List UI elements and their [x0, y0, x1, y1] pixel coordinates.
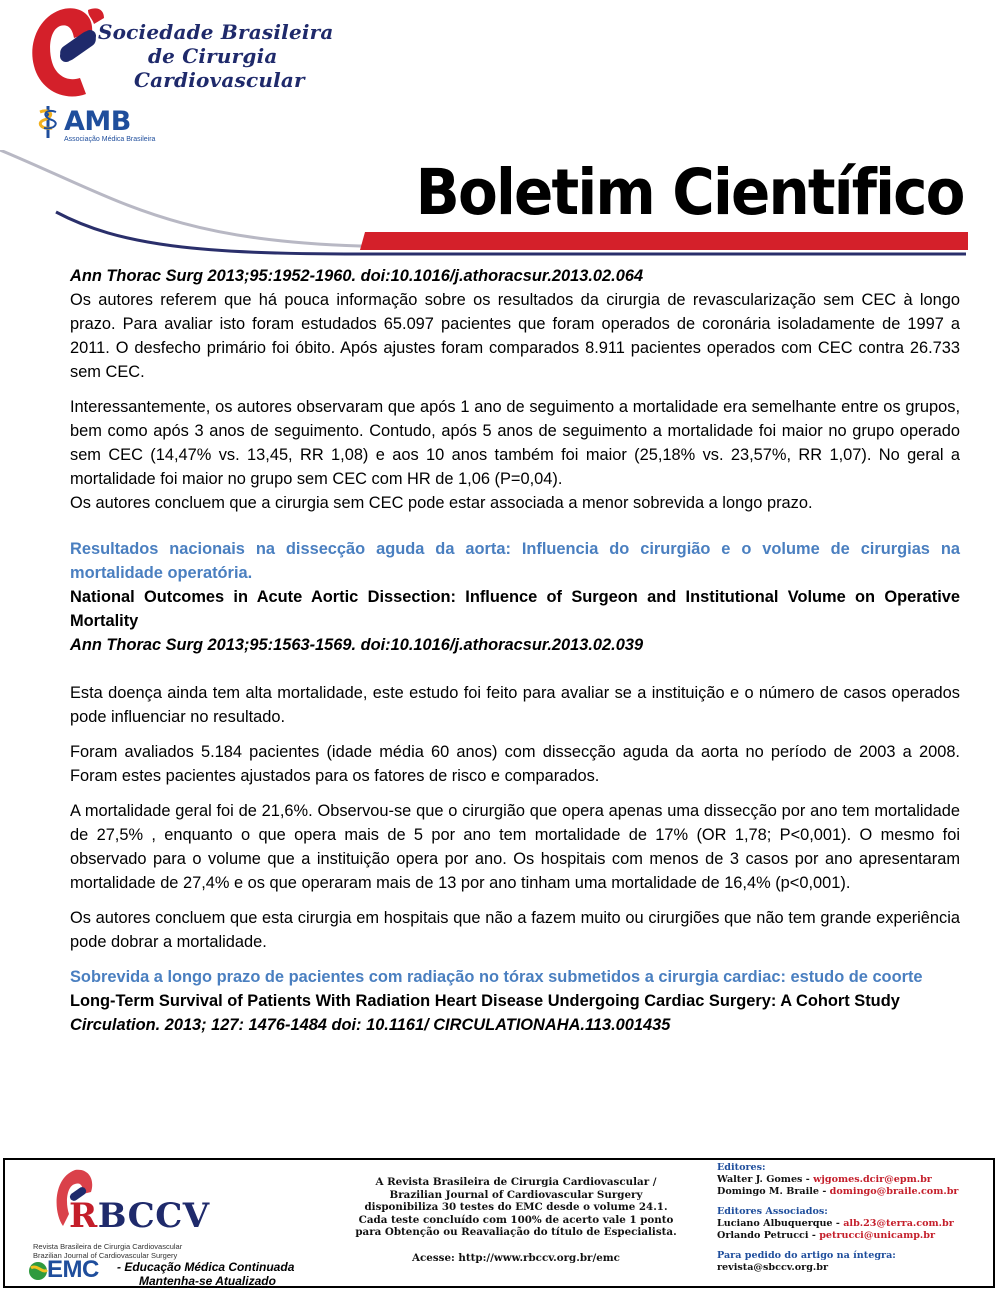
editor-name: Orlando Petrucci -	[717, 1230, 820, 1241]
editors-label: Editores:	[717, 1162, 766, 1173]
editor-name: Domingo M. Braile -	[717, 1186, 830, 1197]
bulletin-title: Boletim Científico	[415, 156, 964, 229]
amb-name: AMB	[64, 106, 131, 137]
request-email[interactable]: revista@sbccv.org.br	[717, 1262, 829, 1273]
globe-icon	[27, 1260, 49, 1282]
page-header	[0, 0, 1000, 262]
sbccv-logo	[30, 4, 334, 104]
article2-title-pt: Resultados nacionais na dissecção aguda da aorta: Influencia do cirurgião e o volume de cirurgias na mortalidade operatória.	[70, 540, 960, 582]
article1-paragraph-3: Os autores concluem que a cirurgia sem CEC pode estar associada a menor sobrevida a longo prazo.	[70, 494, 813, 512]
editor-email[interactable]: petrucci@unicamp.br	[819, 1230, 936, 1241]
editor-email[interactable]: domingo@braile.com.br	[829, 1186, 959, 1197]
rbccv-r: R	[69, 1196, 98, 1236]
editor-name: Walter J. Gomes -	[717, 1174, 814, 1185]
amb-logo	[34, 104, 164, 148]
editor-entry	[717, 1174, 987, 1186]
article3-title-en: Long-Term Survival of Patients With Radiation Heart Disease Undergoing Cardiac Surgery: A Cohort Study	[70, 992, 900, 1010]
editor-name: Luciano Albuquerque -	[717, 1218, 844, 1229]
article2-paragraph-4: Os autores concluem que esta cirurgia em hospitais que não a fazem muito ou cirurgiões que não tem grande experiência pode dobrar a mortalidade.	[70, 909, 960, 951]
article1-citation: Ann Thorac Surg 2013;95:1952-1960. doi:10.1016/j.athoracsur.2013.02.064	[70, 267, 644, 285]
rbccv-rest: BCCV	[97, 1196, 210, 1236]
emc-logo	[27, 1256, 127, 1283]
caduceus-icon	[34, 104, 62, 140]
article1-paragraph-1: Os autores referem que há pouca informação sobre os resultados da cirurgia de revascularização sem CEC à longo prazo. Para avaliar isto foram estudados 65.097 pacientes que foram operados de coronária isoladamente de 1997 a 2011. O desfecho primário foi óbito. Após ajustes foram comparados 8.911 pacientes operados com CEC contra 26.733 sem CEC.	[70, 291, 960, 381]
article3-citation: Circulation. 2013; 127: 1476-1484 doi: 10.1161/ CIRCULATIONAHA.113.001435	[70, 1016, 671, 1034]
rbccv-subtitle-pt: Revista Brasileira de Cirurgia Cardiovascular	[33, 1242, 183, 1251]
emc-tagline-2: Mantenha-se Atualizado	[139, 1274, 276, 1288]
article3-title-pt: Sobrevida a longo prazo de pacientes com radiação no tórax submetidos a cirurgia cardiac: estudo de coorte	[70, 968, 923, 986]
emc-name: EMC	[47, 1256, 99, 1283]
request-label: Para pedido do artigo na íntegra:	[717, 1250, 896, 1261]
associate-editor-entry	[717, 1218, 987, 1230]
heart-logo-icon	[30, 4, 130, 100]
amb-subtitle: Associação Médica Brasileira	[64, 136, 156, 143]
rbccv-subtitle-en: Brazilian Journal of Cardiovascular Surgery	[33, 1251, 178, 1260]
article2-paragraph-1: Esta doença ainda tem alta mortalidade, este estudo foi feito para avaliar se a instituição e o número de casos operados pode influenciar no resultado.	[70, 684, 960, 726]
editor-entry	[717, 1186, 987, 1198]
associate-editor-entry	[717, 1230, 987, 1242]
emc-tagline-1: - Educação Médica Continuada	[117, 1260, 295, 1274]
associate-editors-label: Editores Associados:	[717, 1206, 828, 1217]
article-content	[70, 264, 960, 1037]
society-name-line-2: de Cirurgia	[148, 44, 278, 68]
article2-paragraph-2: Foram avaliados 5.184 pacientes (idade média 60 anos) com dissecção aguda da aorta no período de 2003 a 2008. Foram estes pacientes ajustados para os fatores de risco e comparados.	[70, 743, 960, 785]
emc-description: A Revista Brasileira de Cirurgia Cardiovascular / Brazilian Journal of Cardiovascular Surgery disponibiliza 30 testes do EMC desde o volume 24.1. Cada teste concluído com 100% de acerto vale 1 ponto para Obtenção ou Reavaliação do título de Especialista.	[355, 1176, 677, 1239]
footer-box	[3, 1158, 995, 1288]
emc-tagline	[117, 1260, 294, 1288]
editor-email[interactable]: wjgomes.dcir@epm.br	[813, 1174, 932, 1185]
article2-title-en: National Outcomes in Acute Aortic Dissection: Influence of Surgeon and Institutional Volume on Operative Mortality	[70, 588, 960, 630]
article1-paragraph-2: Interessantemente, os autores observaram que após 1 ano de seguimento a mortalidade era semelhante entre os grupos, bem como após 3 anos de seguimento. Contudo, após 5 anos de seguimento a mortalidade foi maior no grupo operado sem CEC (14,47% vs. 13,45, RR 1,08) e aos 10 anos também foi maior (25,18% vs. 23,57%, RR 1,07). No geral a mortalidade foi maior no grupo sem CEC com HR de 1,06 (P=0,04).	[70, 398, 960, 488]
society-name-line-3: Cardiovascular	[134, 68, 305, 92]
editor-email[interactable]: alb.23@terra.com.br	[843, 1218, 954, 1229]
rbccv-name	[69, 1196, 210, 1236]
editors-block	[717, 1162, 987, 1274]
article2-paragraph-3: A mortalidade geral foi de 21,6%. Observou-se que o cirurgião que opera apenas uma dissecção por ano tem mortalidade de 27,5% , enquanto o que opera mais de 5 por ano tem mortalidade de 17% (OR 1,78; P<0,001). O mesmo foi observado para o volume que a instituição opera por ano. Os hospitais com menos de 3 casos por ano apresentaram mortalidade de 27,4% e os que operaram mais de 13 por ano tinham uma mortalidade de 16,4% (p<0,001).	[70, 802, 960, 892]
rbccv-logo	[25, 1168, 315, 1288]
society-name-line-1: Sociedade Brasileira	[98, 20, 334, 44]
emc-access-link[interactable]: Acesse: http://www.rbccv.org.br/emc	[412, 1252, 620, 1264]
article2-citation: Ann Thorac Surg 2013;95:1563-1569. doi:10.1016/j.athoracsur.2013.02.039	[70, 636, 644, 654]
